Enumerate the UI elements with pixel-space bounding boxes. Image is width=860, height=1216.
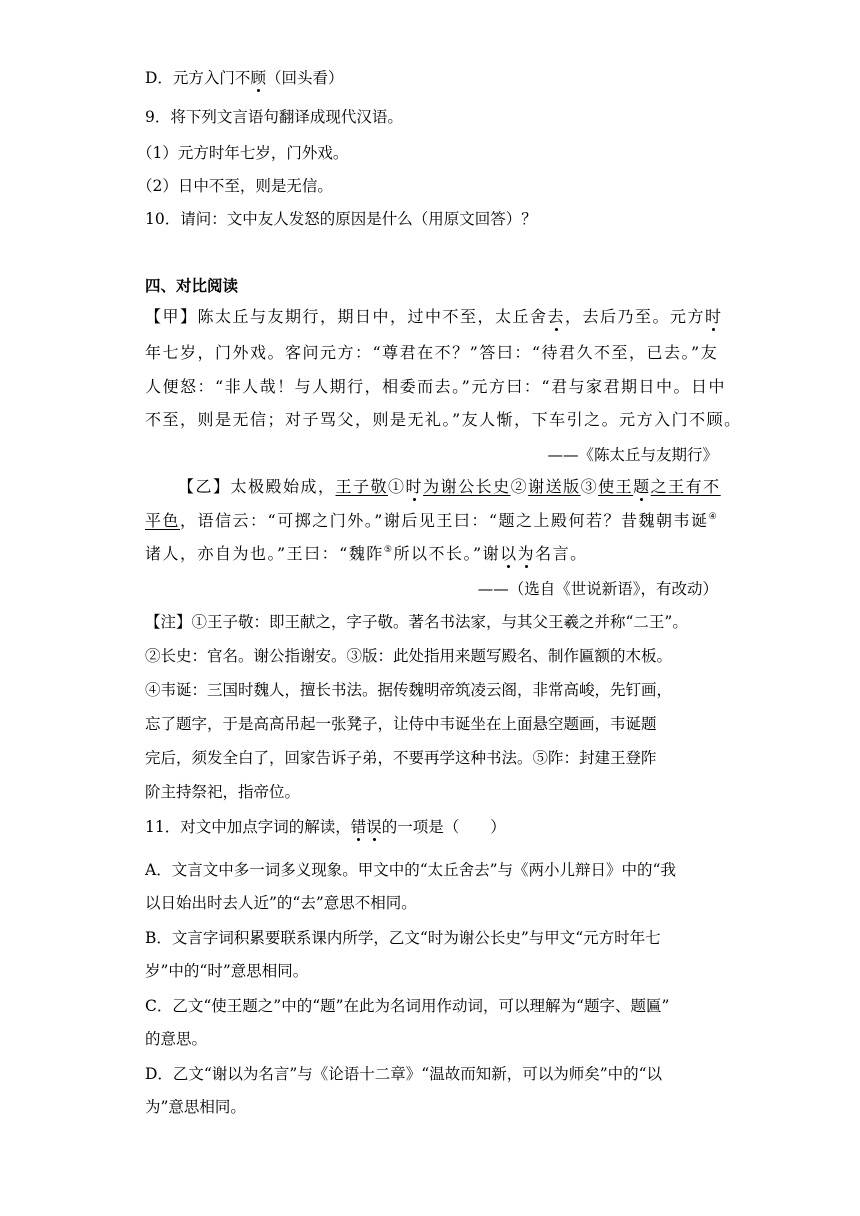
yi-text: 诸人，亦自为也。”王曰：“魏阼 (145, 544, 384, 563)
underlined-text: 使王 (598, 477, 634, 496)
q11-option-c-line-2: 的意思。 (145, 1030, 208, 1048)
underlined-text: 平色 (145, 511, 181, 530)
underlined-text: 谢送版 (528, 477, 581, 496)
q11-stem (145, 816, 506, 838)
dotted-char: 为 (517, 544, 536, 563)
dotted-char: 顾 (250, 69, 266, 87)
notes-line-3: ④韦诞：三国时魏人，擅长书法。据传魏明帝筑凌云阁，非常高峻，先钉画， (145, 681, 673, 699)
notes-line-4: 忘了题字，于是高高吊起一张凳子，让侍中韦诞坐在上面悬空题画，韦诞题 (145, 715, 657, 733)
q9-stem: 9．将下列文言语句翻译成现代汉语。 (145, 108, 403, 126)
underlined-text: 之王有不 (650, 477, 721, 496)
jia-line-4: 不至，则是无信；对子骂父，则是无礼。”友人惭，下车引之。元方入门不顾。 (145, 410, 742, 429)
underlined-text: 为谢公长史 (423, 477, 511, 496)
note-marker: ⑤ (383, 545, 394, 555)
jia-line-1 (145, 306, 723, 328)
option-d-gloss: （回头看） (265, 69, 344, 87)
notes-line-5: 完后，须发全白了，回家告诉子弟，不要再学这种书法。⑤阼：封建王登阼 (145, 749, 657, 767)
q10-stem: 10．请问：文中友人发怒的原因是什么（用原文回答）？ (145, 210, 537, 228)
yi-line-3 (145, 543, 588, 565)
jia-line-2: 年七岁，门外戏。客问元方：“尊君在不？”答曰：“待君久不至，已去。”友 (145, 343, 719, 362)
yi-text: 名言。 (535, 544, 588, 563)
q11-option-c-line-1: C．乙文“使王题之”中的“题”在此为名词用作动词，可以理解为“题字、题匾” (145, 997, 670, 1015)
dotted-char: 时 (705, 307, 723, 326)
dotted-char: 去 (547, 307, 566, 326)
yi-text: 【乙】太极殿始成， (178, 477, 336, 496)
q11-option-a-line-1: A．文言文中多一词多义现象。甲文中的“太丘舍去”与《两小儿辩日》中的“我 (145, 861, 676, 879)
dotted-char: 时 (405, 477, 424, 496)
dotted-char: 误 (366, 818, 382, 836)
underlined-text: 王子敬 (335, 477, 389, 496)
yi-text: ，语信云：“可掷之门外。”谢后见王曰：“题之上殿何若？昔魏朝韦诞 (180, 511, 709, 530)
dotted-char: 题 (633, 477, 651, 496)
dotted-char: 以 (500, 544, 518, 563)
yi-source: ——（选自《世说新语》，有改动） (477, 580, 718, 598)
q11-option-a-line-2: 以日始出时去人近”的“去”意思不相同。 (145, 894, 417, 912)
jia-text: ，去后乃至。元方 (565, 307, 706, 326)
q9-sentence-1: （1）元方时年七岁，门外戏。 (137, 144, 349, 162)
dotted-char: 错 (350, 818, 367, 836)
q11-stem-text: 11．对文中加点字词的解读， (145, 818, 351, 836)
q11-stem-text: 的一项是（ ） (381, 818, 506, 836)
option-d-text: D．元方入门不 (145, 69, 251, 87)
note-marker: ① (388, 477, 406, 496)
notes-line-6: 阶主持祭祀，指帝位。 (145, 783, 301, 801)
note-marker: ③ (580, 477, 599, 496)
q11-option-b-line-1: B．文言字词积累要联系课内所学，乙文“时为谢公长史”与甲文“元方时年七 (145, 929, 661, 947)
jia-source: ——《陈太丘与友期行》 (547, 446, 718, 464)
note-marker: ④ (708, 512, 719, 522)
q11-option-d-line-2: 为”意思相同。 (145, 1098, 246, 1116)
q11-option-d-line-1: D．乙文“谢以为名言”与《论语十二章》“温故而知新，可以为师矣”中的“以 (145, 1065, 663, 1083)
yi-text: 所以不长。”谢 (393, 544, 501, 563)
note-marker: ② (510, 477, 529, 496)
notes-line-1: 【注】①王子敬：即王献之，字子敬。著名书法家，与其父王羲之并称“二王”。 (145, 613, 688, 631)
q8-option-d (145, 67, 343, 89)
jia-line-3: 人便怒：“非人哉！与人期行，相委而去。”元方曰：“君与家君期日中。日中 (145, 377, 727, 396)
q9-sentence-2: （2）日中不至，则是无信。 (137, 177, 333, 195)
section-title: 四、对比阅读 (145, 277, 239, 295)
yi-line-2 (145, 510, 718, 532)
jia-text: 【甲】陈太丘与友期行，期日中，过中不至，太丘舍 (145, 307, 548, 326)
notes-line-2: ②长史：官名。谢公指谢安。③版：此处指用来题写殿名、制作匾额的木板。 (145, 647, 673, 665)
yi-line-1 (178, 476, 721, 498)
q11-option-b-line-2: 岁”中的“时”意思相同。 (145, 962, 309, 980)
